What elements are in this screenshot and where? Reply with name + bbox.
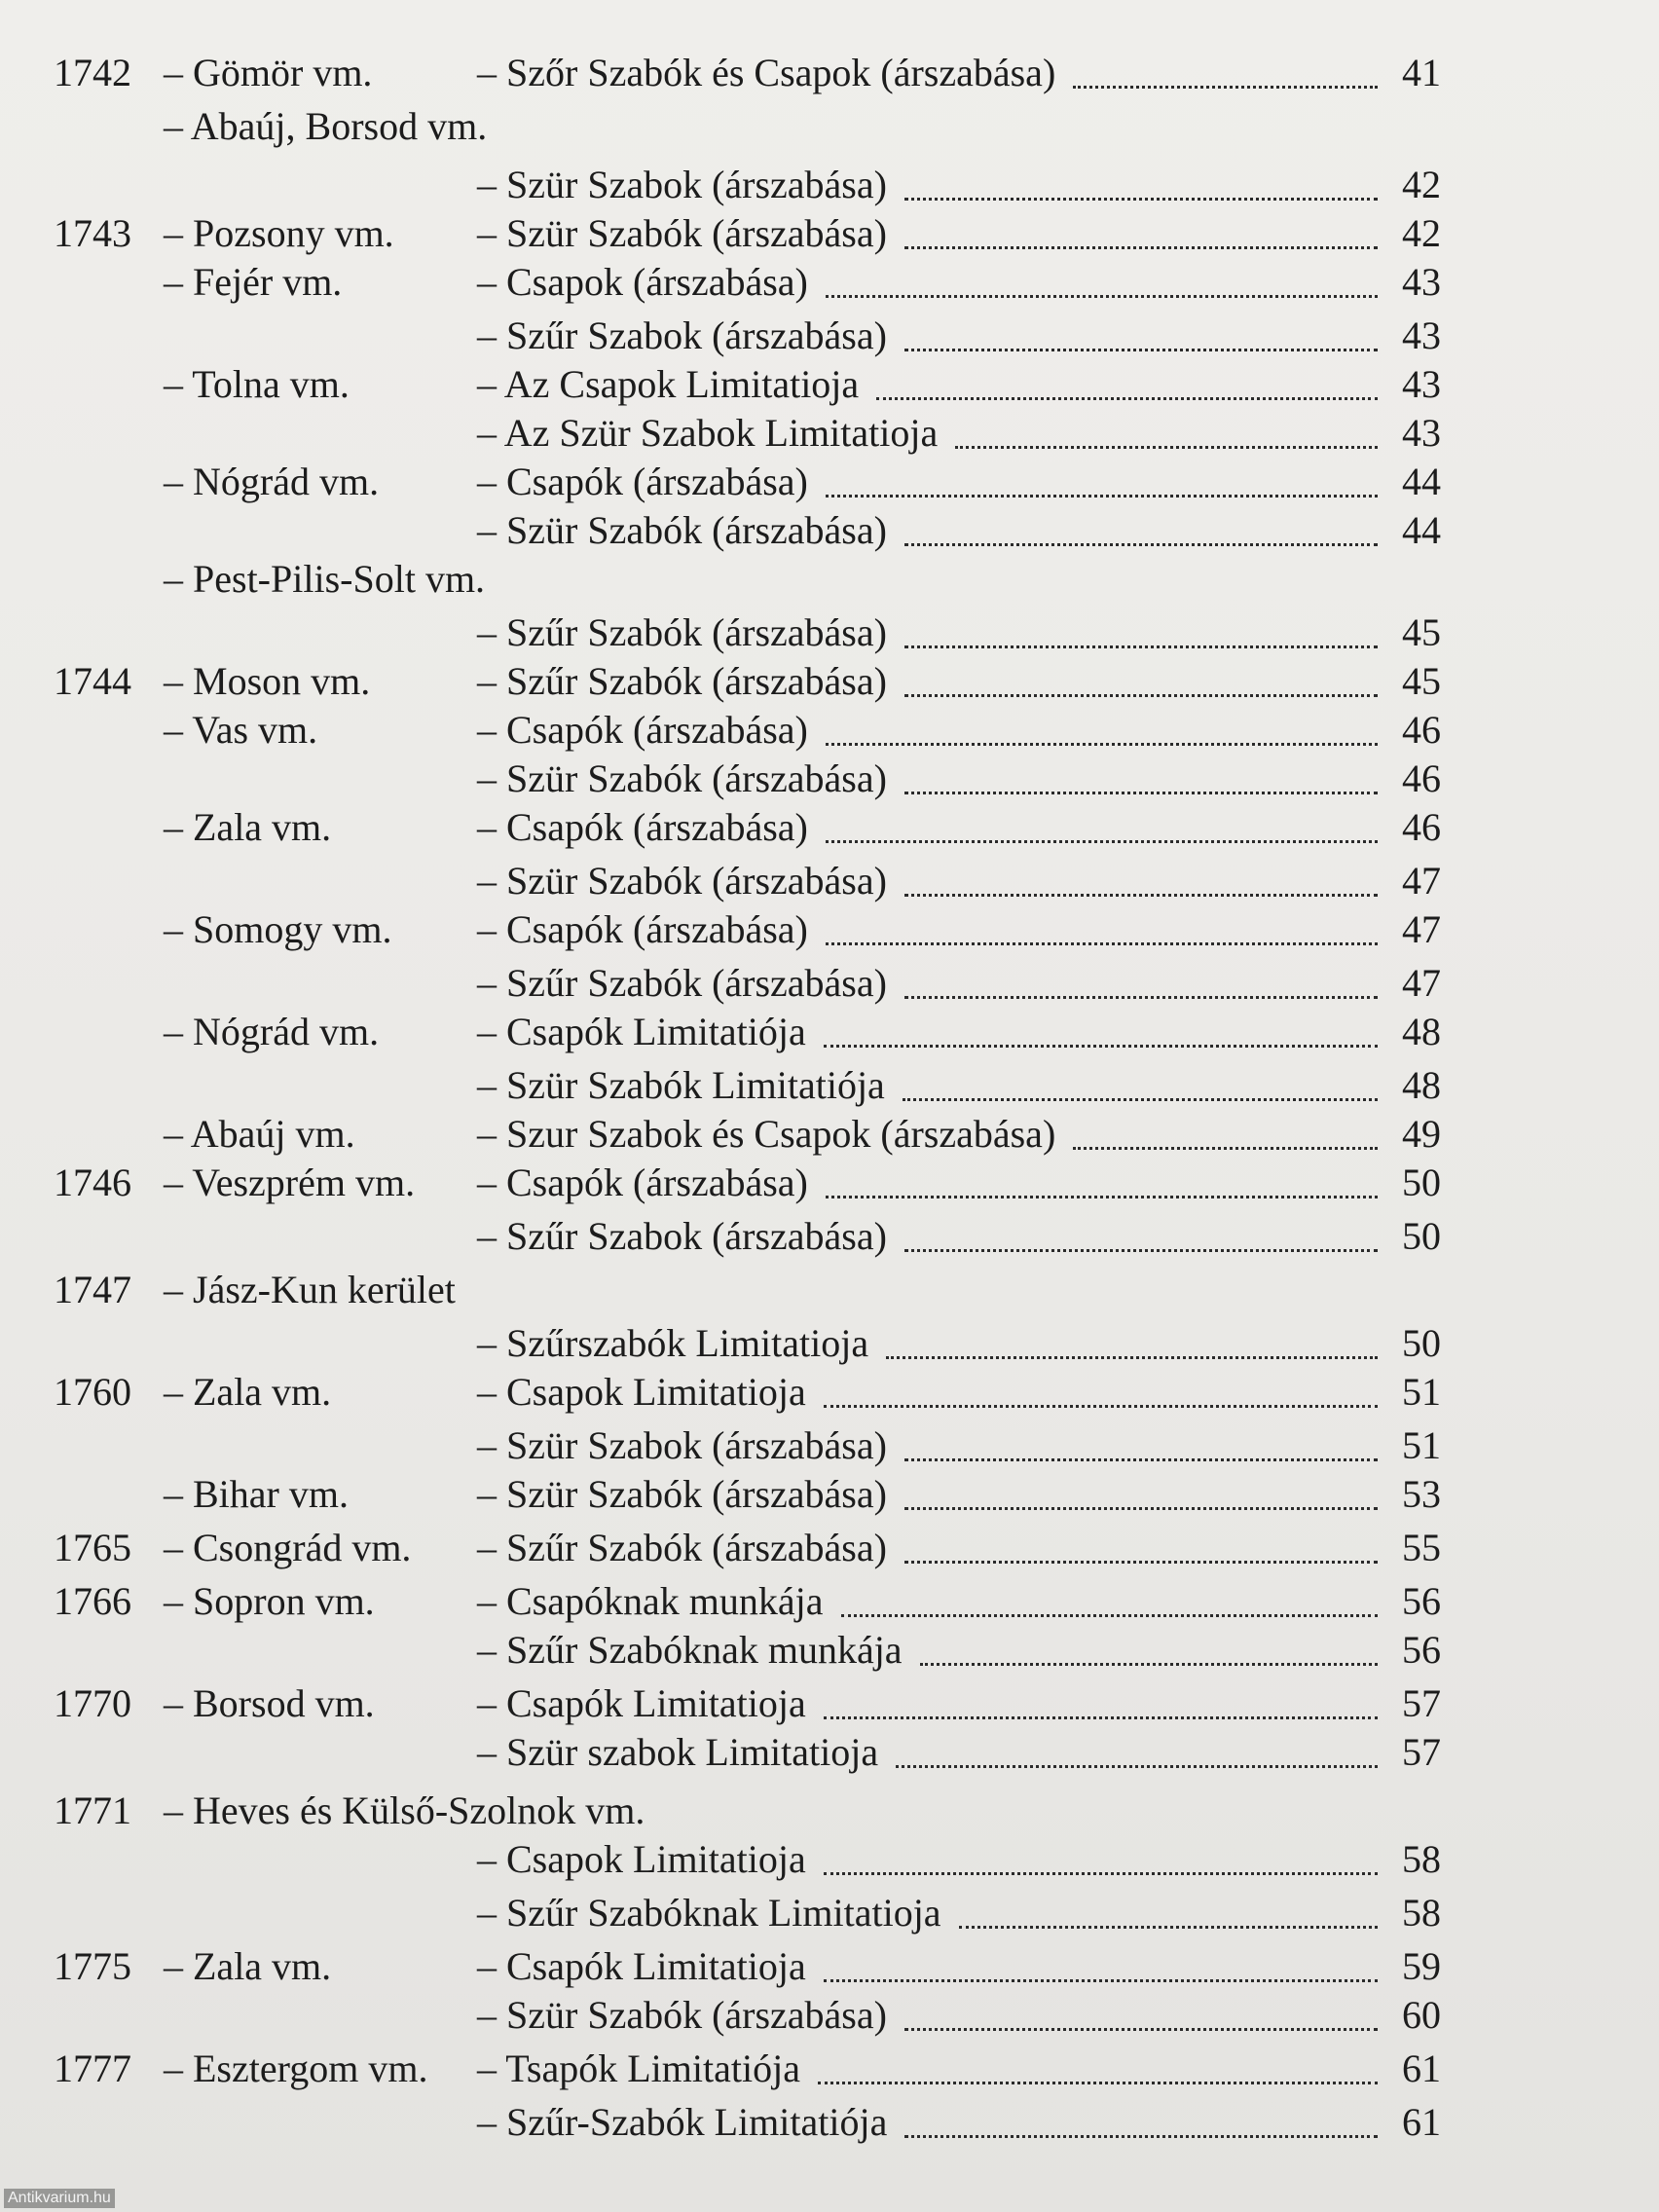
toc-entry-title: – Szűr-Szabók Limitatiója bbox=[477, 2100, 888, 2144]
toc-year: 1744 bbox=[54, 659, 131, 703]
toc-county: – Sopron vm. bbox=[164, 1579, 375, 1623]
toc-row bbox=[0, 360, 1659, 409]
toc-entry-title: – Szőr Szabók és Csapok (árszabása) bbox=[477, 51, 1056, 94]
toc-page-number: 57 bbox=[1402, 1730, 1441, 1774]
toc-entry bbox=[477, 1889, 1378, 1937]
dot-leader bbox=[824, 1835, 1378, 1875]
toc-page-number: 59 bbox=[1402, 1944, 1441, 1988]
toc-county: – Pozsony vm. bbox=[164, 211, 394, 255]
dot-leader bbox=[818, 2045, 1378, 2084]
toc-year: 1766 bbox=[54, 1579, 131, 1623]
toc-row bbox=[0, 312, 1659, 360]
toc-entry-title: – Szűr Szabók (árszabása) bbox=[477, 961, 887, 1005]
toc-entry bbox=[477, 1524, 1378, 1572]
toc-page-number: 44 bbox=[1402, 460, 1441, 503]
toc-page-number: 58 bbox=[1402, 1837, 1441, 1881]
toc-entry-title: – Csapóknak munkája bbox=[477, 1579, 824, 1623]
toc-page-number: 51 bbox=[1402, 1423, 1441, 1467]
toc-entry bbox=[477, 1110, 1378, 1159]
toc-entry bbox=[477, 1470, 1378, 1519]
dot-leader bbox=[886, 1319, 1378, 1359]
dot-leader bbox=[876, 360, 1378, 400]
dot-leader bbox=[904, 161, 1378, 201]
toc-entry-title: – Csapók Limitatiója bbox=[477, 1010, 806, 1053]
toc-entry bbox=[477, 657, 1378, 706]
dot-leader bbox=[904, 312, 1378, 351]
toc-entry-title: – Szür Szabok (árszabása) bbox=[477, 163, 887, 206]
dot-leader bbox=[904, 857, 1378, 897]
dot-leader bbox=[920, 1626, 1378, 1666]
toc-row bbox=[0, 1159, 1659, 1207]
toc-entry-title: – Szur Szabok és Csapok (árszabása) bbox=[477, 1112, 1056, 1156]
toc-row bbox=[0, 49, 1659, 97]
toc-entry bbox=[477, 1061, 1378, 1110]
toc-entry-title: – Szűr Szabók (árszabása) bbox=[477, 610, 887, 654]
toc-entry-title: – Szűrszabók Limitatioja bbox=[477, 1321, 869, 1365]
toc-county: – Veszprém vm. bbox=[164, 1161, 416, 1204]
toc-entry-title: – Csapók Limitatioja bbox=[477, 1944, 806, 1988]
toc-page-number: 42 bbox=[1402, 163, 1441, 206]
watermark-label: Antikvarium.hu bbox=[4, 2189, 115, 2208]
toc-entry-title: – Csapók Limitatioja bbox=[477, 1681, 806, 1725]
toc-page-number: 58 bbox=[1402, 1891, 1441, 1935]
toc-entry bbox=[477, 706, 1378, 755]
toc-row bbox=[0, 905, 1659, 954]
toc-entry-title: – Csapok Limitatioja bbox=[477, 1370, 806, 1414]
toc-entry bbox=[477, 1577, 1378, 1626]
toc-year: 1770 bbox=[54, 1681, 131, 1725]
toc-page-number: 61 bbox=[1402, 2046, 1441, 2090]
dot-leader bbox=[841, 1577, 1379, 1617]
dot-leader bbox=[826, 458, 1378, 498]
toc-entry bbox=[477, 905, 1378, 954]
toc-county: – Nógrád vm. bbox=[164, 1010, 380, 1053]
toc-page-number: 48 bbox=[1402, 1063, 1441, 1107]
toc-row bbox=[0, 1835, 1659, 1884]
toc-year: 1765 bbox=[54, 1526, 131, 1569]
toc-entry-title: – Csapók (árszabása) bbox=[477, 805, 808, 849]
toc-entry-title: – Csapók (árszabása) bbox=[477, 708, 808, 752]
toc-county: – Moson vm. bbox=[164, 659, 371, 703]
dot-leader bbox=[904, 1470, 1378, 1510]
toc-row bbox=[0, 1008, 1659, 1056]
toc-entry-title: – Szűr Szabok (árszabása) bbox=[477, 313, 887, 357]
dot-leader bbox=[826, 706, 1378, 746]
dot-leader bbox=[903, 1061, 1378, 1101]
toc-row bbox=[0, 1368, 1659, 1417]
toc-row bbox=[0, 1061, 1659, 1110]
dot-leader bbox=[904, 608, 1378, 648]
toc-entry-title: – Szür Szabok (árszabása) bbox=[477, 1423, 887, 1467]
dot-leader bbox=[904, 1991, 1378, 2031]
toc-page-number: 44 bbox=[1402, 508, 1441, 552]
toc-row bbox=[0, 2045, 1659, 2093]
toc-year: 1743 bbox=[54, 211, 131, 255]
toc-entry bbox=[477, 1008, 1378, 1056]
toc-entry-title: – Szür Szabók (árszabása) bbox=[477, 508, 887, 552]
toc-entry-title: – Szür Szabók (árszabása) bbox=[477, 211, 887, 255]
toc-entry bbox=[477, 1679, 1378, 1728]
toc-row bbox=[0, 608, 1659, 657]
toc-page-number: 50 bbox=[1402, 1321, 1441, 1365]
toc-county: – Gömör vm. bbox=[164, 51, 373, 94]
toc-entry-title: – Szür szabok Limitatioja bbox=[477, 1730, 879, 1774]
toc-entry-title: – Csapók (árszabása) bbox=[477, 1161, 808, 1204]
toc-county: – Abaúj, Borsod vm. bbox=[164, 104, 488, 148]
toc-entry-title: – Csapók (árszabása) bbox=[477, 460, 808, 503]
dot-leader bbox=[904, 657, 1378, 697]
toc-entry-title: – Csapok (árszabása) bbox=[477, 260, 808, 304]
toc-year: 1771 bbox=[54, 1788, 131, 1832]
toc-row bbox=[0, 1728, 1659, 1777]
toc-row bbox=[0, 1626, 1659, 1675]
toc-row bbox=[0, 1470, 1659, 1519]
toc-row bbox=[0, 803, 1659, 852]
toc-page-number: 50 bbox=[1402, 1161, 1441, 1204]
toc-year: 1777 bbox=[54, 2046, 131, 2090]
toc-row bbox=[0, 209, 1659, 258]
toc-year: 1742 bbox=[54, 51, 131, 94]
toc-county: – Zala vm. bbox=[164, 1944, 332, 1988]
toc-entry bbox=[477, 755, 1378, 803]
toc-entry bbox=[477, 49, 1378, 97]
toc-entry bbox=[477, 1159, 1378, 1207]
toc-entry-title: – Szűr Szabók (árszabása) bbox=[477, 1526, 887, 1569]
toc-row bbox=[0, 1266, 1659, 1314]
toc-entry-title: – Szür Szabók (árszabása) bbox=[477, 756, 887, 800]
toc-page-number: 46 bbox=[1402, 708, 1441, 752]
toc-page-number: 47 bbox=[1402, 859, 1441, 903]
toc-row bbox=[0, 1787, 1659, 1835]
toc-county: – Heves és Külső-Szolnok vm. bbox=[164, 1788, 645, 1832]
toc-entry bbox=[477, 1319, 1378, 1368]
toc-entry bbox=[477, 1368, 1378, 1417]
toc-entry bbox=[477, 1835, 1378, 1884]
dot-leader bbox=[904, 1212, 1378, 1252]
dot-leader bbox=[826, 258, 1378, 298]
toc-entry-title: – Szűr Szabóknak munkája bbox=[477, 1628, 903, 1672]
dot-leader bbox=[955, 409, 1378, 449]
toc-row bbox=[0, 2098, 1659, 2147]
toc-row bbox=[0, 755, 1659, 803]
toc-county: – Borsod vm. bbox=[164, 1681, 375, 1725]
dot-leader bbox=[1073, 49, 1378, 89]
toc-entry bbox=[477, 1991, 1378, 2040]
toc-county: – Bihar vm. bbox=[164, 1472, 349, 1516]
toc-page-number: 47 bbox=[1402, 907, 1441, 951]
toc-entry bbox=[477, 209, 1378, 258]
dot-leader bbox=[904, 506, 1378, 546]
toc-page-number: 43 bbox=[1402, 411, 1441, 455]
toc-county: – Csongrád vm. bbox=[164, 1526, 412, 1569]
toc-page-number: 56 bbox=[1402, 1579, 1441, 1623]
toc-entry bbox=[477, 2045, 1378, 2093]
toc-page-number: 53 bbox=[1402, 1472, 1441, 1516]
toc-entry bbox=[477, 1212, 1378, 1261]
toc-entry-title: – Csapók (árszabása) bbox=[477, 907, 808, 951]
toc-entry bbox=[477, 506, 1378, 555]
toc-entry bbox=[477, 258, 1378, 307]
dot-leader bbox=[826, 803, 1378, 843]
dot-leader bbox=[904, 755, 1378, 794]
dot-leader bbox=[904, 959, 1378, 999]
dot-leader bbox=[824, 1368, 1378, 1408]
toc-row bbox=[0, 857, 1659, 905]
toc-county: – Nógrád vm. bbox=[164, 460, 380, 503]
toc-entry bbox=[477, 1942, 1378, 1991]
toc-page-number: 55 bbox=[1402, 1526, 1441, 1569]
toc-entry bbox=[477, 1421, 1378, 1470]
toc-row bbox=[0, 1991, 1659, 2040]
toc-entry-title: – Szür Szabók (árszabása) bbox=[477, 1472, 887, 1516]
toc-entry-title: – Szür Szabók (árszabása) bbox=[477, 859, 887, 903]
toc-page-number: 48 bbox=[1402, 1010, 1441, 1053]
toc-entry bbox=[477, 1626, 1378, 1675]
toc-entry-title: – Szűr Szabók (árszabása) bbox=[477, 659, 887, 703]
toc-entry bbox=[477, 959, 1378, 1008]
toc-county: – Zala vm. bbox=[164, 1370, 332, 1414]
toc-row bbox=[0, 506, 1659, 555]
toc-row bbox=[0, 458, 1659, 506]
dot-leader bbox=[826, 905, 1378, 945]
toc-page-number: 43 bbox=[1402, 362, 1441, 406]
toc-page-number: 57 bbox=[1402, 1681, 1441, 1725]
toc-row bbox=[0, 409, 1659, 458]
toc-page-number: 41 bbox=[1402, 51, 1441, 94]
toc-row bbox=[0, 1319, 1659, 1368]
toc-row bbox=[0, 1524, 1659, 1572]
toc-county: – Fejér vm. bbox=[164, 260, 343, 304]
toc-row bbox=[0, 706, 1659, 755]
toc-entry-title: – Szűr Szabóknak Limitatioja bbox=[477, 1891, 941, 1935]
toc-entry bbox=[477, 1728, 1378, 1777]
toc-entry-title: – Csapok Limitatioja bbox=[477, 1837, 806, 1881]
dot-leader bbox=[904, 209, 1378, 249]
toc-entry-title: – Az Csapok Limitatioja bbox=[477, 362, 860, 406]
toc-row bbox=[0, 555, 1659, 604]
toc-row bbox=[0, 1421, 1659, 1470]
toc-entry bbox=[477, 312, 1378, 360]
toc-entry bbox=[477, 458, 1378, 506]
toc-page-number: 47 bbox=[1402, 961, 1441, 1005]
toc-page-number: 46 bbox=[1402, 805, 1441, 849]
toc-county: – Tolna vm. bbox=[164, 362, 350, 406]
toc-entry bbox=[477, 608, 1378, 657]
dot-leader bbox=[824, 1679, 1378, 1719]
toc-page-number: 45 bbox=[1402, 610, 1441, 654]
toc-entry bbox=[477, 857, 1378, 905]
toc-entry bbox=[477, 161, 1378, 209]
dot-leader bbox=[959, 1889, 1378, 1929]
toc-row bbox=[0, 959, 1659, 1008]
dot-leader bbox=[904, 1421, 1378, 1461]
toc-row bbox=[0, 258, 1659, 307]
toc-entry bbox=[477, 360, 1378, 409]
toc-county: – Jász-Kun kerület bbox=[164, 1268, 456, 1311]
toc-year: 1747 bbox=[54, 1268, 131, 1311]
toc-county: – Esztergom vm. bbox=[164, 2046, 428, 2090]
toc-page-number: 56 bbox=[1402, 1628, 1441, 1672]
toc-year: 1760 bbox=[54, 1370, 131, 1414]
toc-entry-title: – Szűr Szabok (árszabása) bbox=[477, 1214, 887, 1258]
toc-row bbox=[0, 102, 1659, 151]
toc-page-number: 46 bbox=[1402, 756, 1441, 800]
toc-page-number: 42 bbox=[1402, 211, 1441, 255]
toc-row bbox=[0, 1942, 1659, 1991]
toc-page-number: 43 bbox=[1402, 260, 1441, 304]
toc-row bbox=[0, 1679, 1659, 1728]
toc-row bbox=[0, 657, 1659, 706]
dot-leader bbox=[824, 1008, 1378, 1048]
toc-row bbox=[0, 1577, 1659, 1626]
toc-entry bbox=[477, 409, 1378, 458]
toc-entry-title: – Tsapók Limitatiója bbox=[477, 2046, 800, 2090]
toc-page-number: 60 bbox=[1402, 1993, 1441, 2037]
toc-page-number: 61 bbox=[1402, 2100, 1441, 2144]
toc-row bbox=[0, 1889, 1659, 1937]
toc-county: – Pest-Pilis-Solt vm. bbox=[164, 557, 486, 601]
dot-leader bbox=[826, 1159, 1378, 1198]
toc-page-number: 43 bbox=[1402, 313, 1441, 357]
toc-entry bbox=[477, 803, 1378, 852]
toc-county: – Somogy vm. bbox=[164, 907, 392, 951]
toc-page-number: 50 bbox=[1402, 1214, 1441, 1258]
toc-entry-title: – Az Szür Szabok Limitatioja bbox=[477, 411, 939, 455]
toc-county: – Zala vm. bbox=[164, 805, 332, 849]
toc-entry bbox=[477, 2098, 1378, 2147]
toc-entry-title: – Szür Szabók (árszabása) bbox=[477, 1993, 887, 2037]
toc-entry-title: – Szür Szabók Limitatiója bbox=[477, 1063, 885, 1107]
dot-leader bbox=[904, 2098, 1378, 2138]
toc-year: 1775 bbox=[54, 1944, 131, 1988]
toc-year: 1746 bbox=[54, 1161, 131, 1204]
dot-leader bbox=[824, 1942, 1378, 1982]
dot-leader bbox=[896, 1728, 1378, 1768]
toc-row bbox=[0, 1110, 1659, 1159]
toc-county: – Vas vm. bbox=[164, 708, 318, 752]
toc-row bbox=[0, 1212, 1659, 1261]
dot-leader bbox=[1073, 1110, 1378, 1150]
dot-leader bbox=[904, 1524, 1378, 1564]
toc-page-number: 49 bbox=[1402, 1112, 1441, 1156]
toc-row bbox=[0, 161, 1659, 209]
toc-page-number: 51 bbox=[1402, 1370, 1441, 1414]
toc-county: – Abaúj vm. bbox=[164, 1112, 355, 1156]
toc-page-number: 45 bbox=[1402, 659, 1441, 703]
